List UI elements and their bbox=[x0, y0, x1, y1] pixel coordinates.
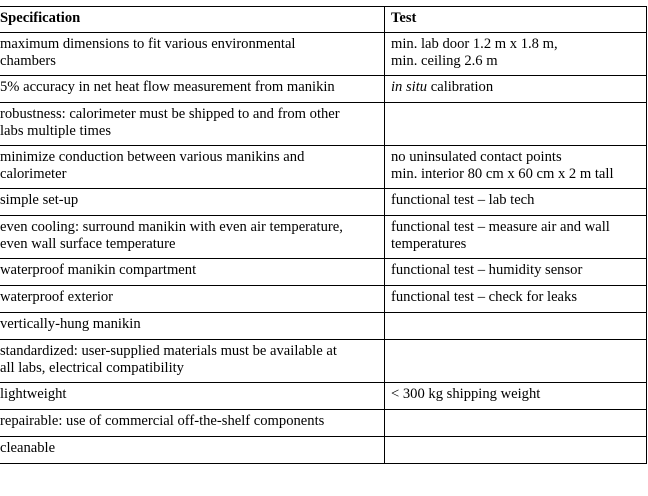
spec-cell: even cooling: surround manikin with even air temperature, even wall surface temperature bbox=[0, 216, 385, 259]
table-row bbox=[0, 383, 647, 410]
test-cell: no uninsulated contact points min. interior 80 cm x 60 cm x 2 m tall bbox=[385, 146, 647, 189]
table-row bbox=[0, 189, 647, 216]
test-cell: functional test – lab tech bbox=[385, 189, 647, 216]
specification-table-container bbox=[0, 6, 646, 464]
spec-cell: repairable: use of commercial off-the-shelf components bbox=[0, 410, 385, 437]
test-cell: < 300 kg shipping weight bbox=[385, 383, 647, 410]
table-row bbox=[0, 410, 647, 437]
header-specification: Specification bbox=[0, 7, 385, 33]
spec-cell: 5% accuracy in net heat flow measurement from manikin bbox=[0, 76, 385, 103]
test-cell-italic-text: in situ bbox=[391, 79, 428, 95]
specification-table bbox=[0, 6, 647, 464]
table-row bbox=[0, 33, 647, 76]
test-cell: functional test – measure air and wall temperatures bbox=[385, 216, 647, 259]
spec-cell: standardized: user-supplied materials must be available at all labs, electrical compatibility bbox=[0, 340, 385, 383]
table-row bbox=[0, 76, 647, 103]
test-cell bbox=[385, 313, 647, 340]
header-test: Test bbox=[385, 7, 647, 33]
test-cell bbox=[385, 103, 647, 146]
test-cell: functional test – check for leaks bbox=[385, 286, 647, 313]
spec-cell: waterproof exterior bbox=[0, 286, 385, 313]
table-header-row bbox=[0, 7, 647, 33]
table-row bbox=[0, 340, 647, 383]
table-row bbox=[0, 216, 647, 259]
spec-cell: vertically-hung manikin bbox=[0, 313, 385, 340]
test-cell bbox=[385, 340, 647, 383]
test-cell bbox=[385, 76, 647, 103]
spec-cell: maximum dimensions to fit various environmental chambers bbox=[0, 33, 385, 76]
spec-cell: cleanable bbox=[0, 437, 385, 464]
table-row bbox=[0, 286, 647, 313]
test-cell: functional test – humidity sensor bbox=[385, 259, 647, 286]
test-cell bbox=[385, 410, 647, 437]
spec-cell: robustness: calorimeter must be shipped to and from other labs multiple times bbox=[0, 103, 385, 146]
test-cell bbox=[385, 437, 647, 464]
spec-cell: lightweight bbox=[0, 383, 385, 410]
table-row bbox=[0, 103, 647, 146]
table-row bbox=[0, 259, 647, 286]
table-row bbox=[0, 437, 647, 464]
table-row bbox=[0, 313, 647, 340]
table-row bbox=[0, 146, 647, 189]
spec-cell: waterproof manikin compartment bbox=[0, 259, 385, 286]
test-cell-text: calibration bbox=[427, 79, 494, 95]
test-cell: min. lab door 1.2 m x 1.8 m, min. ceiling 2.6 m bbox=[385, 33, 647, 76]
spec-cell: minimize conduction between various manikins and calorimeter bbox=[0, 146, 385, 189]
spec-cell: simple set-up bbox=[0, 189, 385, 216]
